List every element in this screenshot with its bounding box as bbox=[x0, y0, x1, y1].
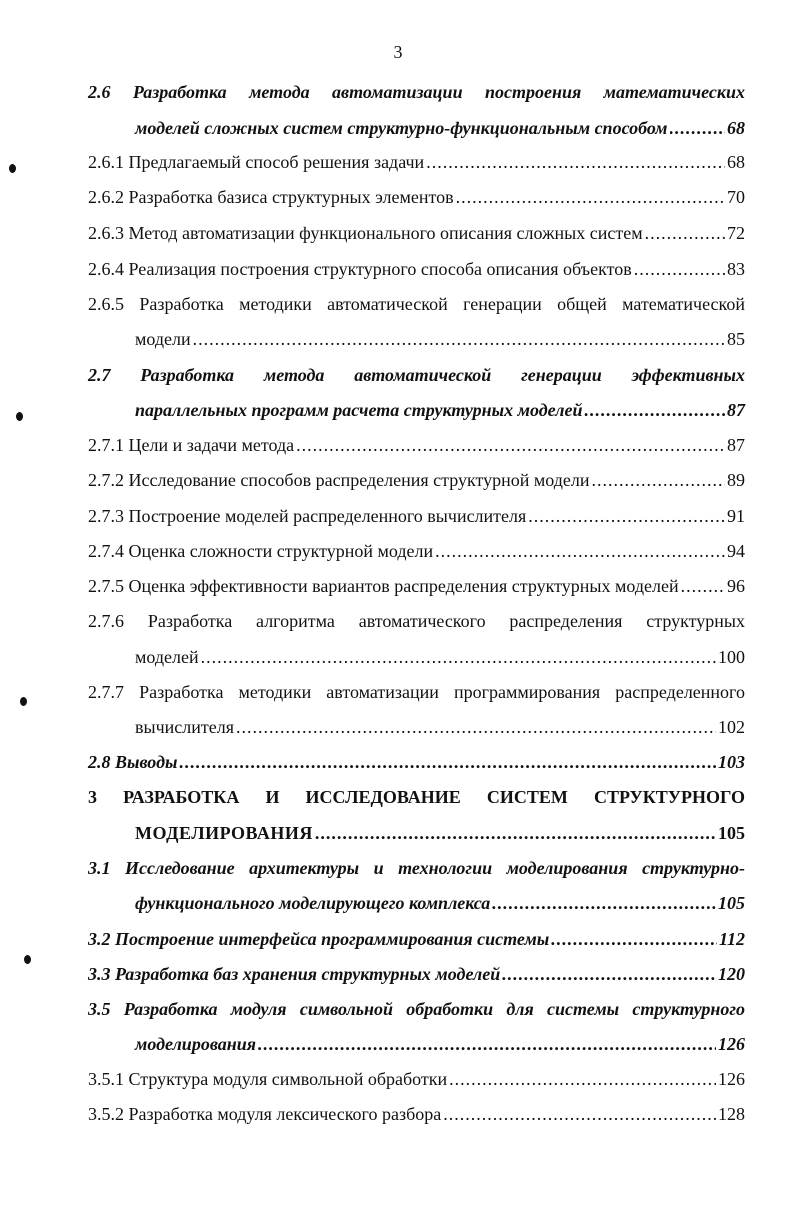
dot-leader bbox=[492, 890, 716, 916]
toc-entry-page: 94 bbox=[727, 541, 745, 561]
toc-entry-title: функционального моделирующего комплекса bbox=[135, 893, 491, 913]
dot-leader bbox=[296, 432, 725, 458]
toc-entry-title: моделирования bbox=[135, 1034, 257, 1054]
toc-entry-page: 126 bbox=[718, 1069, 745, 1089]
dot-leader bbox=[258, 1031, 716, 1057]
toc-entry[interactable] bbox=[88, 149, 745, 175]
toc-entry[interactable] bbox=[135, 397, 745, 423]
page-number: 3 bbox=[393, 42, 403, 62]
toc-entry-page: 83 bbox=[727, 259, 745, 279]
dot-leader bbox=[201, 644, 716, 670]
toc-entry[interactable] bbox=[135, 820, 745, 846]
dot-leader bbox=[592, 467, 726, 493]
toc-entry-title: модели bbox=[135, 329, 191, 349]
dot-leader bbox=[551, 926, 717, 952]
toc-entry[interactable] bbox=[88, 503, 745, 529]
toc-entry-title: моделей bbox=[135, 647, 199, 667]
toc-entry[interactable] bbox=[88, 926, 745, 952]
toc-entry[interactable] bbox=[88, 749, 745, 775]
toc-heading-line: 2.6 Разработка метода автоматизации построения математических bbox=[88, 82, 745, 102]
toc-entry-page: 96 bbox=[727, 576, 745, 596]
toc-entry[interactable] bbox=[88, 467, 745, 493]
dot-leader bbox=[528, 503, 725, 529]
toc-heading-line: 2.7.6 Разработка алгоритма автоматического распределения структурных bbox=[88, 611, 745, 631]
dot-leader bbox=[502, 961, 716, 987]
dot-leader bbox=[315, 820, 716, 846]
toc-entry[interactable] bbox=[135, 714, 745, 740]
toc-entry[interactable] bbox=[88, 1066, 745, 1092]
toc-entry-page: 89 bbox=[727, 470, 745, 490]
toc-entry-page: 100 bbox=[718, 647, 745, 667]
dot-leader bbox=[435, 538, 725, 564]
binding-hole-mark bbox=[9, 164, 16, 173]
toc-entry-title: 3.2 Построение интерфейса программирования системы bbox=[88, 929, 550, 949]
toc-entry[interactable] bbox=[135, 644, 745, 670]
toc-entry-title: 2.6.2 Разработка базиса структурных элементов bbox=[88, 187, 454, 207]
toc-entry[interactable] bbox=[88, 432, 745, 458]
toc-entry[interactable] bbox=[88, 538, 745, 564]
toc-entry-title: 3.3 Разработка баз хранения структурных моделей bbox=[88, 964, 501, 984]
toc-entry-page: 112 bbox=[718, 929, 745, 949]
toc-entry-title: 2.6.3 Метод автоматизации функционального описания сложных систем bbox=[88, 223, 643, 243]
dot-leader bbox=[681, 573, 725, 599]
dot-leader bbox=[426, 149, 725, 175]
toc-entry-title: вычислителя bbox=[135, 717, 234, 737]
binding-hole-mark bbox=[20, 697, 27, 706]
toc-entry-page: 87 bbox=[727, 400, 745, 420]
toc-entry-page: 105 bbox=[718, 893, 745, 913]
toc-entry-title: МОДЕЛИРОВАНИЯ bbox=[135, 823, 313, 843]
binding-hole-mark bbox=[16, 412, 23, 421]
dot-leader bbox=[456, 184, 725, 210]
toc-entry-page: 68 bbox=[727, 118, 745, 138]
toc-entry-page: 91 bbox=[727, 506, 745, 526]
toc-entry-title: 2.6.1 Предлагаемый способ решения задачи bbox=[88, 152, 425, 172]
toc-entry-page: 87 bbox=[727, 435, 745, 455]
toc-entry[interactable] bbox=[135, 890, 745, 916]
toc-heading-line: 2.7.7 Разработка методики автоматизации программирования распределенного bbox=[88, 682, 745, 702]
toc-entry[interactable] bbox=[88, 1101, 745, 1127]
toc-chapter-heading-line: 3 РАЗРАБОТКА И ИССЛЕДОВАНИЕ СИСТЕМ СТРУКТУРНОГО bbox=[88, 787, 745, 807]
toc-entry-title: параллельных программ расчета структурных моделей bbox=[135, 400, 583, 420]
dot-leader bbox=[670, 115, 726, 141]
toc-entry-page: 105 bbox=[718, 823, 745, 843]
toc-entry[interactable] bbox=[88, 220, 745, 246]
toc-entry-page: 103 bbox=[718, 752, 745, 772]
toc-entry-page: 120 bbox=[718, 964, 745, 984]
toc-entry[interactable] bbox=[135, 1031, 745, 1057]
toc-heading-line: 2.7 Разработка метода автоматической генерации эффективных bbox=[88, 365, 745, 385]
toc-entry-page: 85 bbox=[727, 329, 745, 349]
toc-heading-line: 3.5 Разработка модуля символьной обработки для системы структурного bbox=[88, 999, 745, 1019]
toc-entry[interactable] bbox=[88, 573, 745, 599]
toc-entry[interactable] bbox=[135, 115, 745, 141]
toc-heading-line: 3.1 Исследование архитектуры и технологии моделирования структурно- bbox=[88, 858, 745, 878]
toc-entry-title: 2.7.2 Исследование способов распределения структурной модели bbox=[88, 470, 590, 490]
toc-entry-title: 2.7.4 Оценка сложности структурной модели bbox=[88, 541, 434, 561]
toc-entry-title: моделей сложных систем структурно-функциональным способом bbox=[135, 118, 668, 138]
toc-entry-page: 128 bbox=[718, 1104, 745, 1124]
dot-leader bbox=[645, 220, 725, 246]
dot-leader bbox=[584, 397, 725, 423]
dot-leader bbox=[634, 256, 725, 282]
toc-entry-title: 2.6.4 Реализация построения структурного способа описания объектов bbox=[88, 259, 632, 279]
toc-entry[interactable] bbox=[88, 961, 745, 987]
toc-entry-title: 2.7.5 Оценка эффективности вариантов распределения структурных моделей bbox=[88, 576, 679, 596]
toc-entry-title: 3.5.2 Разработка модуля лексического разбора bbox=[88, 1104, 442, 1124]
toc-entry-title: 2.8 Выводы bbox=[88, 752, 178, 772]
toc-heading-line: 2.6.5 Разработка методики автоматической генерации общей математической bbox=[88, 294, 745, 314]
dot-leader bbox=[443, 1101, 716, 1127]
dot-leader bbox=[449, 1066, 716, 1092]
dot-leader bbox=[179, 749, 716, 775]
toc-entry-page: 70 bbox=[727, 187, 745, 207]
dot-leader bbox=[236, 714, 716, 740]
toc-entry[interactable] bbox=[88, 256, 745, 282]
toc-entry[interactable] bbox=[88, 184, 745, 210]
toc-entry-title: 2.7.3 Построение моделей распределенного вычислителя bbox=[88, 506, 527, 526]
toc-entry-page: 126 bbox=[718, 1034, 745, 1054]
toc-entry-page: 102 bbox=[718, 717, 745, 737]
toc-entry[interactable] bbox=[135, 326, 745, 352]
toc-entry-page: 72 bbox=[727, 223, 745, 243]
dot-leader bbox=[193, 326, 725, 352]
toc-entry-page: 68 bbox=[727, 152, 745, 172]
toc-entry-title: 2.7.1 Цели и задачи метода bbox=[88, 435, 295, 455]
toc-entry-title: 3.5.1 Структура модуля символьной обработки bbox=[88, 1069, 448, 1089]
binding-hole-mark bbox=[24, 955, 31, 964]
